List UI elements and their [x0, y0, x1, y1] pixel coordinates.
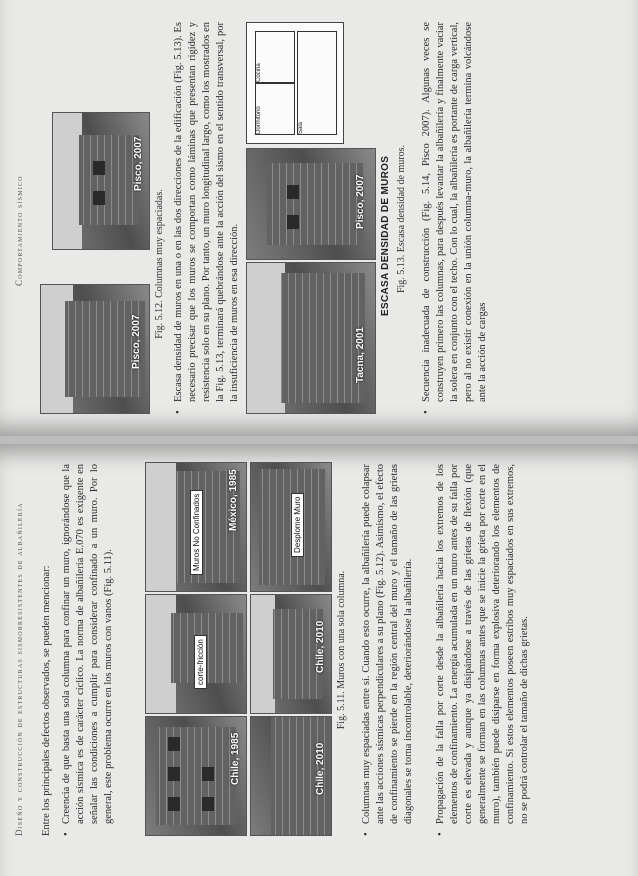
fig-5-13-caption: Fig. 5.13. Escasa densidad de muros.	[396, 144, 407, 294]
photo-corte-friccion	[145, 594, 247, 714]
fig-5-12-caption: Fig. 5.12. Columnas muy espaciadas.	[154, 189, 165, 339]
photo-tacna-2001	[246, 262, 376, 414]
window	[93, 161, 105, 175]
photo-tag: Chile, 2010	[315, 620, 326, 673]
plan-room: Cocina	[255, 31, 295, 83]
right-page	[0, 0, 638, 436]
photo-mexico-1985	[145, 462, 247, 592]
brick-wall	[281, 273, 365, 403]
bullet-wall-density: • Escasa densidad de muros en una o en las dos direcciones de la edificación (Fig. 5.13). Es necesario precisar que los muros se comportan como láminas que presentan rigidez y resistencia solo en su plano. Por tanto, un muro longitudinal largo, como los mostrados en la Fig. 5.13, terminará quebrándose ante la acción del sismo en el sentido transversal, por la insuficiencia de muros en esa dirección.	[172, 22, 242, 402]
photo-label: Desplome Muro	[291, 493, 304, 557]
right-running-head: Comportamiento sísmico	[14, 175, 24, 286]
fig-5-11-caption: Fig. 5.11. Muros con una sola columna.	[336, 570, 347, 730]
photo-chile-1985	[145, 716, 247, 836]
left-running-head: Diseño y construcción de estructuras sismorresistentes de albañilería	[14, 502, 24, 836]
bullet-shear-propagation: • Propagación de la falla por corte desde la albañilería hacia los extremos de los elementos de confinamiento. La energía acumulada en un muro antes de su falla por corte es elevada y aunque ya disipándose a través de las grietas de flexión (que generalmente se forman en las columnas antes que se inicie la grieta por corte en el muro), también puede disiparse en forma explosiva deteriorando los elementos de confinamiento. Si estos elementos poseen estribos muy espaciados en sus extremos, no se podrá controlar el tamaño de dichas grietas.	[434, 464, 532, 824]
brick-wall	[79, 135, 139, 225]
window	[168, 737, 180, 751]
photo-tag: Pisco, 2007	[355, 174, 366, 229]
window	[168, 767, 180, 781]
sky	[53, 113, 82, 249]
photo-pisco-2007-a	[40, 284, 150, 414]
left-page	[0, 444, 638, 876]
section-heading: ESCASA DENSIDAD DE MUROS	[380, 155, 391, 316]
photo-pisco-2007-b	[52, 112, 150, 250]
sky	[146, 463, 176, 591]
photo-pisco-2007-c	[246, 148, 376, 260]
photo-desplome-muro	[250, 462, 332, 592]
plan-room: Sala	[297, 31, 337, 135]
floor-plan-diagram	[246, 22, 344, 144]
photo-tag: México, 1985	[228, 469, 239, 531]
photo-label: Muros No Confinados	[190, 490, 203, 575]
photo-tag: Tacna, 2001	[355, 327, 366, 383]
photo-label: corte-fricción	[194, 635, 207, 689]
photo-tag: Pisco, 2007	[133, 136, 144, 191]
window	[287, 185, 299, 199]
bullet-single-column: • Creencia de que basta una sola columna para confinar un muro, ignorándose que la acción sísmica es de carácter cíclico. La norma de albañilería E.070 es exigente en señalar las condiciones a cumplir para considerar confinado a un muro. Por lo general, este problema ocurre en los muros con vanos (Fig. 5.11).	[60, 464, 116, 824]
brick-wall	[171, 613, 243, 683]
plan-room: Dormitorio	[255, 83, 295, 135]
window	[168, 797, 180, 811]
photo-chile-2010-a	[250, 716, 332, 836]
sky	[251, 595, 275, 713]
brick-wall	[267, 163, 363, 245]
photo-tag: Pisco, 2007	[131, 314, 142, 369]
photo-tag: Chile, 1985	[230, 732, 241, 785]
window	[202, 797, 214, 811]
window	[287, 215, 299, 229]
window	[93, 191, 105, 205]
photo-tag: Chile, 2010	[315, 742, 326, 795]
bullet-construction-sequence: • Secuencia inadecuada de construcción (Fig. 5.14, Pisco 2007). Algunas veces se construyen primero las columnas, para después levantar la albañilería y finalmente vaciar la solera en conjunto con el techo. Con lo cual, la albañilería es portante de carga vertical, pero al no existir conexión en la unión columna-muro, la albañilería termina volcándose ante la acción de cargas	[420, 22, 490, 402]
intro-text: Entre los principales defectos observados, se pueden mencionar:	[41, 565, 52, 836]
window	[202, 767, 214, 781]
photo-chile-2010-b	[250, 594, 332, 714]
sky	[247, 263, 285, 413]
bullet-spaced-columns: • Columnas muy espaciadas entre sí. Cuando esto ocurre, la albañilería puede colapsar ante las acciones sísmicas perpendiculares a su plano (Fig. 5.12). Asimismo, el efecto de confinamiento se pierde en la región central del muro y el tamaño de las grietas diagonales se torna incontrolable, deteriorándose la albañilería.	[360, 464, 416, 824]
